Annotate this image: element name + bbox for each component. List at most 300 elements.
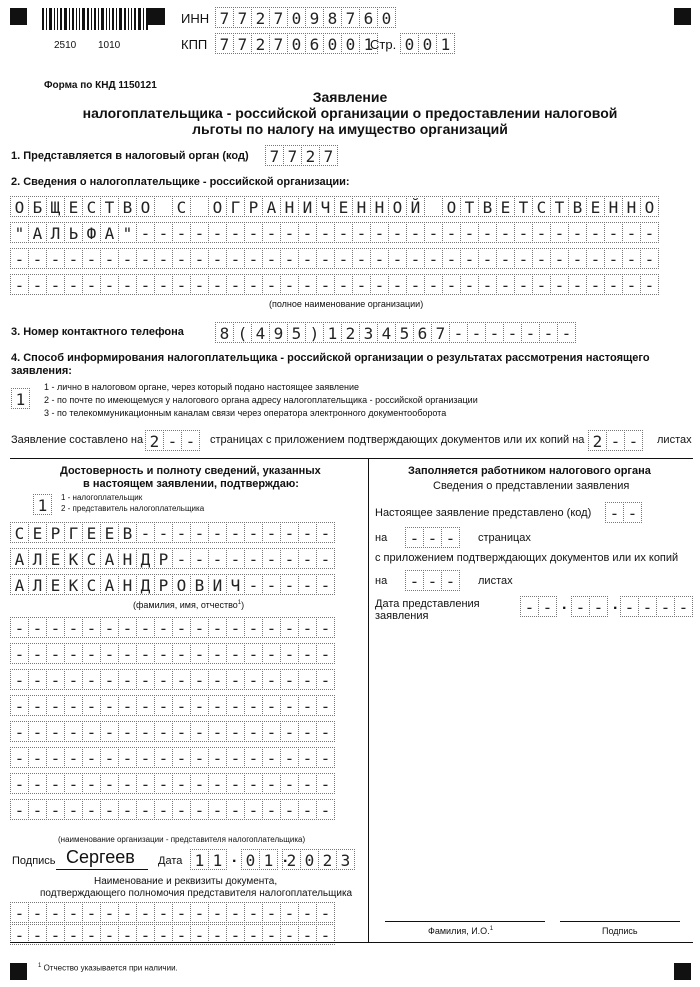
char-cell: - [262,695,281,716]
char-cell: - [485,322,504,343]
char-cell: Т [550,196,569,217]
char-cell: Л [46,222,65,243]
barcode-bar [79,8,80,30]
char-cell: 0 [341,33,360,54]
char-cell: 7 [215,7,234,28]
char-cell: - [604,248,623,269]
char-cell: - [442,274,461,295]
char-cell: - [244,924,263,945]
barcode-bar [64,8,67,30]
char-cell: - [82,617,101,638]
presented-code-cells [605,502,641,523]
char-cell: - [172,799,191,820]
with-docs-label: с приложением подтверждающих документов или их копий [375,552,679,564]
fio-caption-text: Фамилия, И.О. [428,926,490,936]
char-cell: - [136,799,155,820]
char-cell: - [136,222,155,243]
char-cell: - [46,721,65,742]
char-cell: - [10,248,29,269]
char-cell: - [46,643,65,664]
char-cell: - [280,548,299,569]
char-cell: - [226,548,245,569]
char-cell: - [442,248,461,269]
char-cell: - [478,248,497,269]
char-cell: - [64,643,83,664]
barcode-bar [91,8,92,30]
char-cell: - [496,248,515,269]
char-cell: - [503,322,522,343]
char-cell: И [208,574,227,595]
signer-type-cell [33,494,51,515]
char-cell: - [280,773,299,794]
char-cell: Е [46,574,65,595]
char-cell: Н [118,574,137,595]
char-cell: - [136,695,155,716]
char-cell: - [423,570,442,591]
char-cell: - [100,902,119,923]
section4-label-line2: заявления: [11,365,72,377]
char-cell: - [82,695,101,716]
char-cell: - [172,274,191,295]
sign-line [560,921,680,922]
presented-code-label: Настоящее заявление представлено (код) [375,507,592,519]
char-cell: - [539,322,558,343]
char-cell: 6 [413,322,432,343]
doc-caption-line1: Наименование и реквизиты документа, [94,876,278,887]
page-cells [400,33,454,54]
char-cell: - [262,799,281,820]
char-cell: - [163,430,182,451]
signature-line [56,869,148,870]
barcode-bar [49,8,52,30]
official-date-dot-2: . [613,596,618,613]
char-cell: - [244,574,263,595]
char-cell: - [557,322,576,343]
char-cell: - [172,522,191,543]
char-cell: Щ [46,196,65,217]
char-cell: - [280,747,299,768]
names-caption: (фамилия, имя, отчество$^1$) [133,600,245,610]
char-cell: - [262,902,281,923]
org-name-row-4 [10,274,658,295]
char-cell: - [262,669,281,690]
barcode-bar [46,8,47,30]
char-cell: А [100,548,119,569]
char-cell: - [154,902,173,923]
char-cell: - [638,596,657,617]
char-cell: - [46,902,65,923]
char-cell: - [118,721,137,742]
char-cell: - [460,248,479,269]
char-cell: - [406,274,425,295]
char-cell: - [280,695,299,716]
char-cell: - [316,522,335,543]
char-cell: - [262,574,281,595]
rep-org-row-8 [10,799,334,820]
char-cell: - [532,248,551,269]
corner-marker-bottom-right [674,963,691,980]
char-cell [154,196,173,217]
char-cell: - [262,274,281,295]
barcode-bar [138,8,141,30]
names-caption-text: (фамилия, имя, отчество [133,600,238,610]
column-divider [368,458,369,942]
pages-word: страницах [478,532,531,544]
title-line3: льготы по налогу на имущество организаций [192,121,508,137]
char-cell: - [154,695,173,716]
char-cell: - [640,222,659,243]
char-cell: Т [460,196,479,217]
char-cell: 0 [287,33,306,54]
fio-caption [428,926,493,936]
surname-cells [10,522,334,543]
char-cell: - [298,902,317,923]
char-cell: - [280,924,299,945]
char-cell: - [280,522,299,543]
char-cell: - [423,527,442,548]
char-cell: - [226,617,245,638]
char-cell: - [181,430,200,451]
char-cell: 8 [215,322,234,343]
char-cell: - [316,924,335,945]
on-sheets-label: на [375,575,388,587]
date-month-cells [241,849,277,870]
char-cell: - [226,773,245,794]
char-cell: - [388,222,407,243]
char-cell: 3 [336,849,355,870]
char-cell: Е [82,522,101,543]
char-cell: 0 [287,7,306,28]
char-cell: 4 [251,322,270,343]
char-cell: - [82,773,101,794]
char-cell: Н [280,196,299,217]
rep-org-row-6 [10,747,334,768]
char-cell: - [316,643,335,664]
char-cell: - [316,222,335,243]
char-cell: 7 [431,322,450,343]
char-cell: - [298,522,317,543]
char-cell: - [226,643,245,664]
char-cell: - [244,773,263,794]
char-cell: 2 [282,849,301,870]
char-cell: - [28,669,47,690]
char-cell: - [478,222,497,243]
char-cell: - [478,274,497,295]
char-cell: - [208,248,227,269]
char-cell: - [449,322,468,343]
inform-method-cell [11,388,29,409]
char-cell: - [520,596,539,617]
char-cell: 0 [418,33,437,54]
char-cell: - [208,747,227,768]
char-cell: Н [352,196,371,217]
char-cell: - [172,695,191,716]
char-cell: - [208,617,227,638]
char-cell: Р [154,548,173,569]
fio-line [385,921,545,922]
char-cell: - [10,924,29,945]
char-cell: - [190,274,209,295]
char-cell: Е [496,196,515,217]
char-cell: - [262,522,281,543]
char-cell: Д [136,574,155,595]
org-name-row-1 [10,196,658,217]
fio-caption-sup: 1 [489,926,494,932]
char-cell: - [190,548,209,569]
char-cell: Ч [226,574,245,595]
char-cell: - [10,643,29,664]
char-cell: - [118,643,137,664]
char-cell: 3 [359,322,378,343]
char-cell: - [208,773,227,794]
char-cell: К [64,548,83,569]
char-cell: - [514,274,533,295]
char-cell: - [586,274,605,295]
barcode-bar [109,8,110,30]
char-cell: - [208,799,227,820]
char-cell: - [82,274,101,295]
section2-label: 2. Сведения о налогоплательщике - российской организации: [11,176,350,188]
barcode-bar [72,8,74,30]
char-cell: - [64,902,83,923]
char-cell: - [208,548,227,569]
barcode-bar [54,8,55,30]
char-cell: - [262,617,281,638]
char-cell: - [100,799,119,820]
char-cell: - [136,669,155,690]
char-cell: Д [136,548,155,569]
char-cell: - [280,902,299,923]
char-cell: - [154,924,173,945]
char-cell: - [82,643,101,664]
barcode-bar [131,8,132,30]
char-cell: А [10,574,29,595]
char-cell: - [604,274,623,295]
barcode-bar [143,8,144,30]
char-cell: Г [64,522,83,543]
barcode-bar [98,8,99,30]
char-cell: - [82,721,101,742]
char-cell: - [280,799,299,820]
official-subtitle: Сведения о представлении заявления [433,480,630,492]
date-label: Дата [158,855,183,867]
char-cell: - [208,902,227,923]
char-cell: С [10,522,29,543]
char-cell: - [586,222,605,243]
title-line2: налогоплательщика - российской организации о предоставлении налоговой [82,105,618,121]
char-cell: - [172,747,191,768]
pages-prefix: Заявление составлено на [11,434,144,446]
char-cell: - [280,274,299,295]
char-cell: - [226,902,245,923]
char-cell: - [424,248,443,269]
char-cell: - [100,773,119,794]
char-cell: С [532,196,551,217]
char-cell: - [226,924,245,945]
char-cell: А [10,548,29,569]
char-cell: Н [604,196,623,217]
char-cell: А [28,222,47,243]
char-cell: - [550,222,569,243]
char-cell: - [100,643,119,664]
char-cell: - [370,274,389,295]
tax-authority-code-cells [265,145,337,166]
org-name-row-3 [10,248,658,269]
char-cell: - [262,643,281,664]
char-cell: - [118,747,137,768]
char-cell: - [370,222,389,243]
on-pages-label: на [375,532,388,544]
char-cell: - [190,522,209,543]
char-cell: - [10,695,29,716]
char-cell: 7 [233,7,252,28]
rep-org-row-3 [10,669,334,690]
char-cell: - [280,643,299,664]
char-cell: 2 [251,7,270,28]
char-cell: - [316,799,335,820]
char-cell: - [532,222,551,243]
char-cell: - [100,747,119,768]
barcode-bar [134,8,136,30]
barcode-bar [42,8,44,30]
char-cell: - [172,924,191,945]
char-cell: - [154,222,173,243]
char-cell: - [262,721,281,742]
char-cell: - [190,617,209,638]
official-date-month-cells [571,596,607,617]
pages-count-cells [145,430,199,451]
char-cell: - [604,222,623,243]
kpp-label: КПП [181,37,208,52]
char-cell: - [352,248,371,269]
char-cell: 7 [283,145,302,166]
char-cell: Г [226,196,245,217]
rep-org-row-7 [10,773,334,794]
char-cell: - [244,799,263,820]
char-cell: Е [46,548,65,569]
char-cell: - [136,522,155,543]
char-cell: О [10,196,29,217]
char-cell: - [46,248,65,269]
char-cell: - [46,669,65,690]
date-day-cells [190,849,226,870]
char-cell: 8 [323,7,342,28]
signature-value: Сергеев [66,847,135,867]
char-cell: - [298,773,317,794]
char-cell: Р [244,196,263,217]
page-label: Стр. [370,37,397,52]
footnote-text: Отчество указывается при наличии. [43,963,178,973]
char-cell: Н [118,548,137,569]
char-cell: - [280,669,299,690]
footnote [38,963,178,973]
char-cell: - [46,747,65,768]
inform-option-1: 1 - лично в налоговом органе, через который подано настоящее заявление [44,382,360,392]
char-cell: - [208,721,227,742]
char-cell: О [208,196,227,217]
char-cell: - [10,274,29,295]
char-cell: - [244,274,263,295]
char-cell: О [136,196,155,217]
corner-marker-top-right [148,8,165,25]
char-cell: - [190,669,209,690]
char-cell: - [514,248,533,269]
char-cell: - [532,274,551,295]
corner-marker-top-left [10,8,27,25]
firstname-cells [10,548,334,569]
char-cell: - [298,721,317,742]
char-cell: - [226,222,245,243]
rep-org-row-2 [10,643,334,664]
char-cell: - [28,721,47,742]
char-cell: Р [154,574,173,595]
char-cell: 7 [269,33,288,54]
char-cell: - [568,274,587,295]
char-cell: - [82,799,101,820]
official-date-year-cells [620,596,692,617]
char-cell: А [262,196,281,217]
char-cell: - [64,924,83,945]
char-cell: - [154,773,173,794]
char-cell: Е [586,196,605,217]
presentation-date-label-2: заявления [375,610,429,622]
char-cell: - [190,643,209,664]
char-cell: - [316,669,335,690]
char-cell: - [316,747,335,768]
barcode-bar [119,8,122,30]
char-cell: - [64,773,83,794]
barcode-bar [69,8,70,30]
char-cell: - [118,695,137,716]
phone-cells [215,322,575,343]
char-cell: - [208,643,227,664]
barcode-text-right: 1010 [98,40,121,51]
char-cell: - [154,617,173,638]
char-cell: - [622,248,641,269]
char-cell: А [100,574,119,595]
char-cell: - [82,902,101,923]
char-cell: - [100,669,119,690]
char-cell: - [262,773,281,794]
char-cell: - [64,747,83,768]
char-cell: - [118,669,137,690]
char-cell: - [298,747,317,768]
date-dot-1: . [232,849,237,866]
char-cell: - [298,274,317,295]
date-dot-2: . [283,849,288,866]
char-cell: - [460,222,479,243]
official-sheets-cells [405,570,459,591]
char-cell: О [172,574,191,595]
char-cell: В [190,574,209,595]
section1-label: 1. Представляется в налоговый орган (код) [11,150,249,162]
char-cell: - [190,248,209,269]
char-cell: - [172,773,191,794]
corner-marker-top-far-right [674,8,691,25]
char-cell: - [190,902,209,923]
char-cell: 0 [300,849,319,870]
char-cell: - [46,274,65,295]
char-cell: - [244,721,263,742]
char-cell: - [623,502,642,523]
char-cell: Л [28,574,47,595]
char-cell: - [136,248,155,269]
char-cell: - [10,799,29,820]
char-cell: - [316,548,335,569]
char-cell: - [190,222,209,243]
date-year-cells [282,849,354,870]
char-cell: - [46,924,65,945]
